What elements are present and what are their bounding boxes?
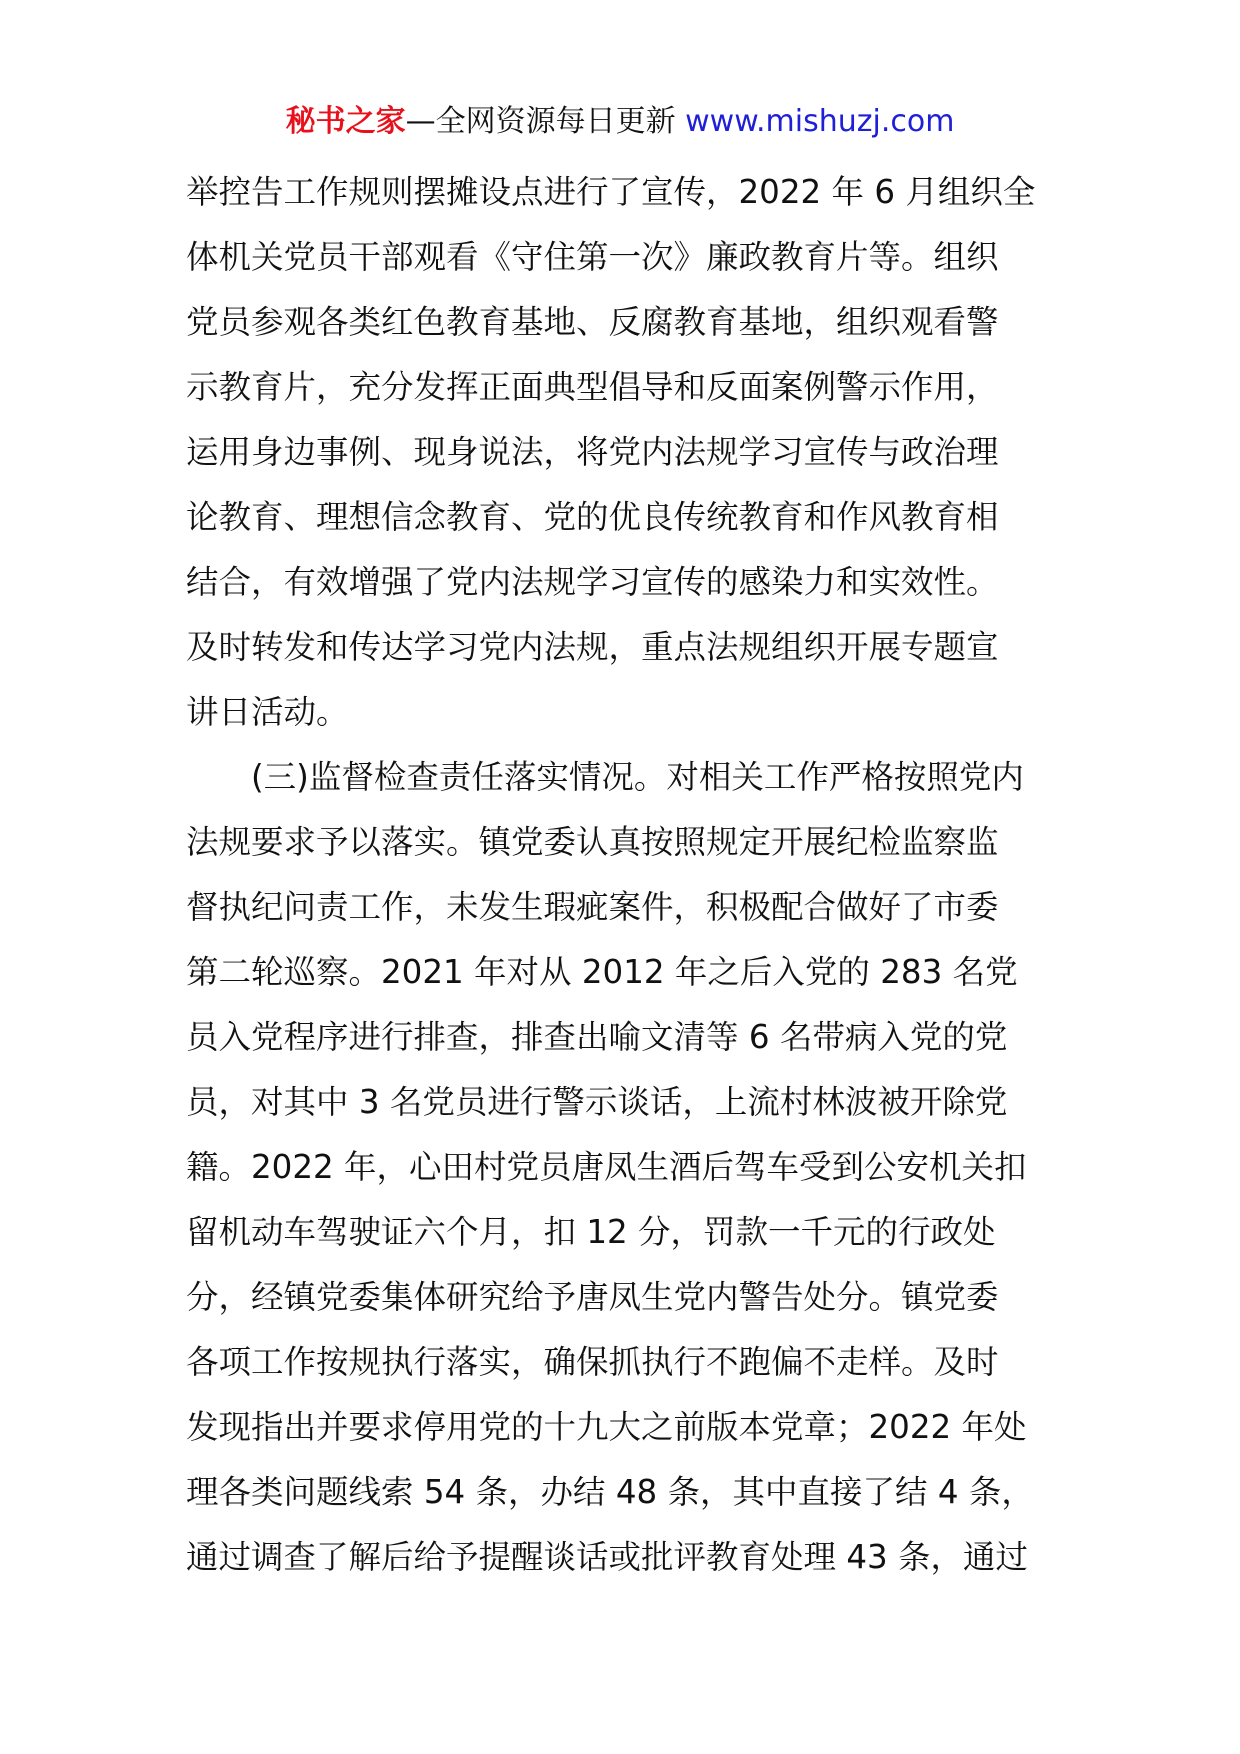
text-line: 讲日活动。: [186, 693, 349, 731]
text-line: 籍。2022 年，心田村党员唐凤生酒后驾车受到公安机关扣: [186, 1148, 1027, 1186]
text-line: 员入党程序进行排查，排查出喻文清等 6 名带病入党的党: [186, 1018, 1008, 1056]
text-line: 督执纪问责工作，未发生瑕疵案件，积极配合做好了市委: [186, 888, 999, 926]
text-line: 通过调查了解后给予提醒谈话或批评教育处理 43 条，通过: [186, 1538, 1029, 1576]
text-line: 发现指出并要求停用党的十九大之前版本党章；2022 年处: [186, 1408, 1027, 1446]
site-url[interactable]: www.mishuzj.com: [685, 104, 955, 139]
text-line: 各项工作按规执行落实，确保抓执行不跑偏不走样。及时: [186, 1343, 999, 1381]
text-line: 结合，有效增强了党内法规学习宣传的感染力和实效性。: [186, 563, 999, 601]
site-brand: 秘书之家: [285, 104, 406, 139]
text-line: 及时转发和传达学习党内法规，重点法规组织开展专题宣: [186, 628, 999, 666]
section-heading-line: (三)监督检查责任落实情况。对相关工作严格按照党内: [251, 758, 1024, 796]
text-line: 第二轮巡察。2021 年对从 2012 年之后入党的 283 名党: [186, 953, 1018, 991]
page-header: [0, 102, 1240, 142]
text-line: 举控告工作规则摆摊设点进行了宣传，2022 年 6 月组织全: [186, 173, 1036, 211]
text-line: 分，经镇党委集体研究给予唐凤生党内警告处分。镇党委: [186, 1278, 999, 1316]
document-body: [186, 160, 1066, 1590]
text-line: 理各类问题线索 54 条，办结 48 条，其中直接了结 4 条，: [186, 1473, 1034, 1511]
text-line: 员，对其中 3 名党员进行警示谈话，上流村林波被开除党: [186, 1083, 1008, 1121]
text-line: 运用身边事例、现身说法，将党内法规学习宣传与政治理: [186, 433, 999, 471]
text-line: 论教育、理想信念教育、党的优良传统教育和作风教育相: [186, 498, 999, 536]
site-tagline: —全网资源每日更新: [405, 104, 676, 139]
text-line: 体机关党员干部观看《守住第一次》廉政教育片等。组织: [186, 238, 999, 276]
text-line: 法规要求予以落实。镇党委认真按照规定开展纪检监察监: [186, 823, 999, 861]
text-line: 示教育片，充分发挥正面典型倡导和反面案例警示作用，: [186, 368, 999, 406]
text-line: 留机动车驾驶证六个月，扣 12 分，罚款一千元的行政处: [186, 1213, 996, 1251]
text-line: 党员参观各类红色教育基地、反腐教育基地，组织观看警: [186, 303, 999, 341]
